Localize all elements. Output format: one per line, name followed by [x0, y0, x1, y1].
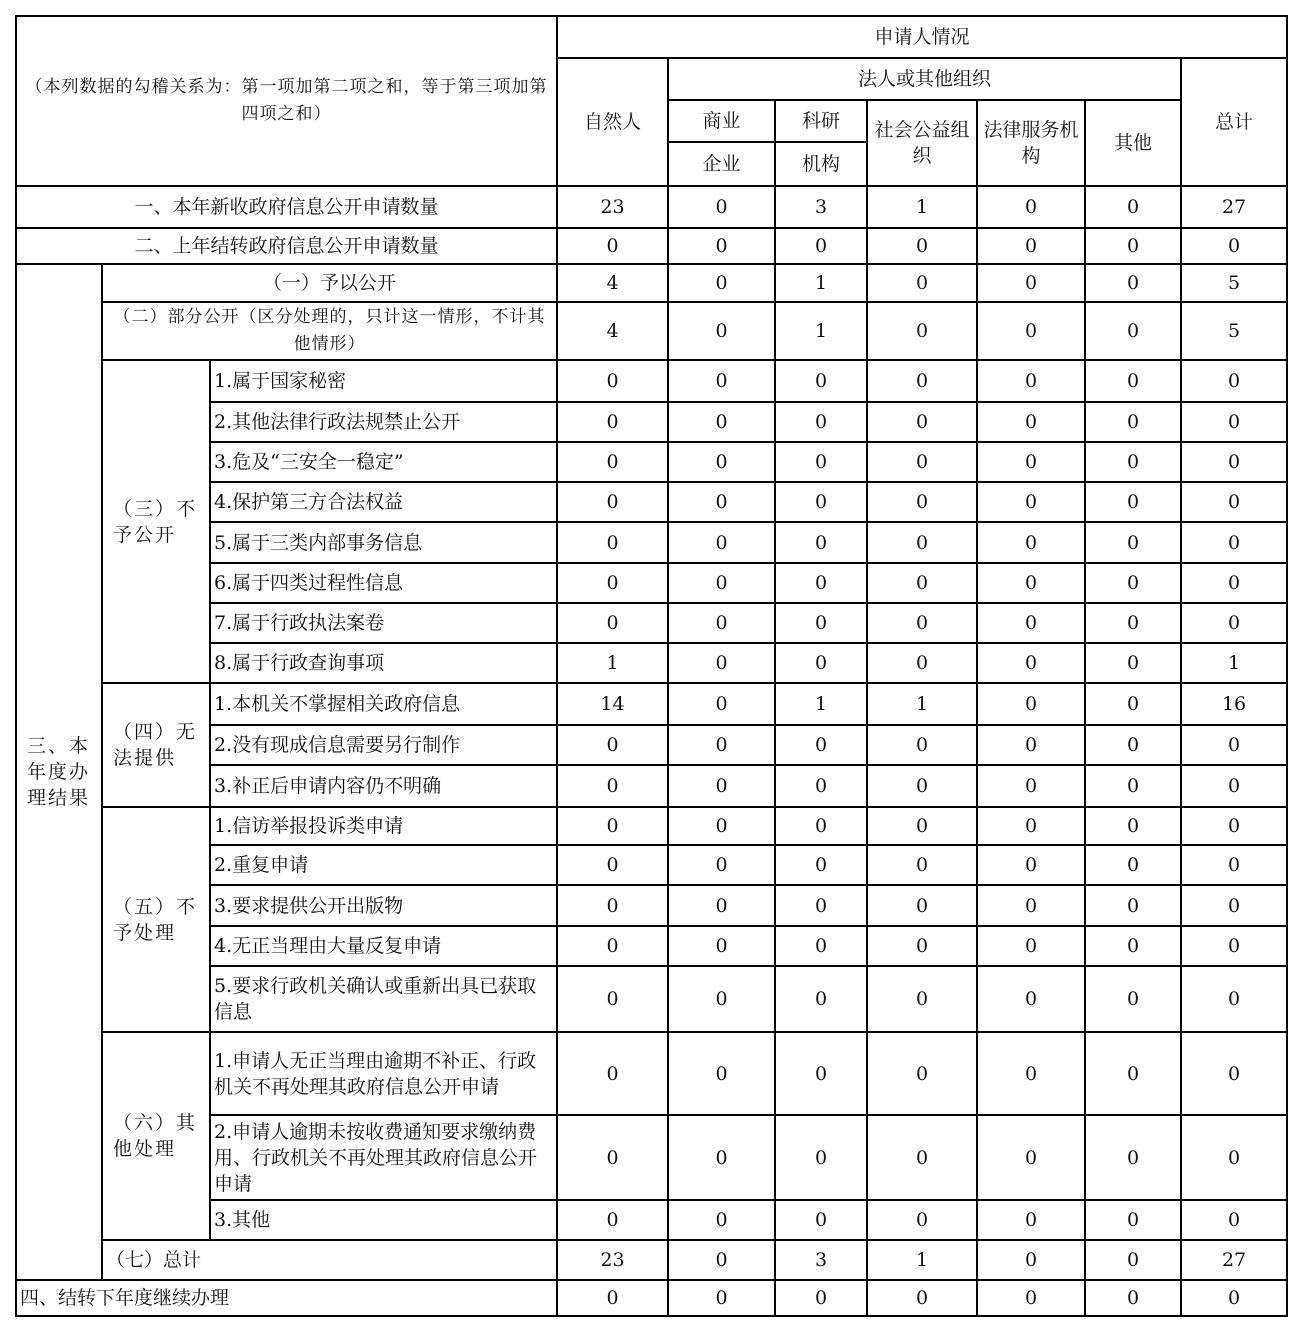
- value-cell: 0: [668, 807, 775, 845]
- row-label: 一、本年新收政府信息公开申请数量: [16, 186, 557, 228]
- value-cell: 0: [1181, 845, 1287, 885]
- value-cell: 0: [867, 563, 977, 603]
- value-cell: 0: [775, 360, 867, 402]
- value-cell: 0: [557, 603, 668, 643]
- value-cell: 0: [867, 1115, 977, 1200]
- value-cell: 0: [1085, 643, 1181, 683]
- value-cell: 0: [668, 563, 775, 603]
- value-cell: 27: [1181, 186, 1287, 228]
- value-cell: 0: [775, 563, 867, 603]
- value-cell: 0: [1181, 603, 1287, 643]
- value-cell: 0: [1085, 926, 1181, 966]
- value-cell: 0: [977, 643, 1085, 683]
- value-cell: 0: [1085, 302, 1181, 360]
- item-label: 3.补正后申请内容仍不明确: [210, 765, 557, 807]
- value-cell: 0: [1181, 765, 1287, 807]
- item-label: 3.其他: [210, 1200, 557, 1240]
- header-legal-or-other-org: 法人或其他组织: [668, 58, 1181, 100]
- group-label: （六）其他处理: [102, 1032, 210, 1240]
- value-cell: 0: [557, 845, 668, 885]
- value-cell: 0: [867, 402, 977, 442]
- value-cell: 0: [668, 402, 775, 442]
- value-cell: 0: [1085, 725, 1181, 765]
- value-cell: 0: [668, 643, 775, 683]
- value-cell: 0: [867, 725, 977, 765]
- value-cell: 0: [668, 603, 775, 643]
- value-cell: 0: [1085, 603, 1181, 643]
- value-cell: 0: [1181, 482, 1287, 522]
- value-cell: 0: [977, 885, 1085, 926]
- value-cell: 0: [1181, 885, 1287, 926]
- value-cell: 0: [867, 482, 977, 522]
- value-cell: 0: [867, 966, 977, 1032]
- item-label: 1.本机关不掌握相关政府信息: [210, 683, 557, 725]
- row-label: 四、结转下年度继续办理: [16, 1280, 557, 1316]
- value-cell: 0: [775, 926, 867, 966]
- item-label: 1.申请人无正当理由逾期不补正、行政机关不再处理其政府信息公开申请: [210, 1032, 557, 1115]
- value-cell: 0: [775, 1032, 867, 1115]
- value-cell: 0: [557, 765, 668, 807]
- value-cell: 0: [1085, 522, 1181, 563]
- value-cell: 1: [867, 1240, 977, 1280]
- value-cell: 0: [867, 228, 977, 264]
- value-cell: 1: [867, 186, 977, 228]
- value-cell: 0: [1085, 360, 1181, 402]
- value-cell: 0: [668, 360, 775, 402]
- value-cell: 0: [668, 1280, 775, 1316]
- value-cell: 0: [775, 885, 867, 926]
- value-cell: 0: [867, 885, 977, 926]
- value-cell: 0: [867, 603, 977, 643]
- table-row: [16, 264, 1287, 302]
- header-other: 其他: [1085, 100, 1181, 186]
- value-cell: 0: [1085, 186, 1181, 228]
- value-cell: 0: [668, 264, 775, 302]
- item-label: 5.要求行政机关确认或重新出具已获取信息: [210, 966, 557, 1032]
- value-cell: 0: [1181, 1280, 1287, 1316]
- value-cell: 0: [977, 482, 1085, 522]
- row-label: （二）部分公开（区分处理的，只计这一情形，不计其他情形）: [102, 302, 557, 360]
- header-legal-service: 法律服务机构: [977, 100, 1085, 186]
- value-cell: 0: [1085, 563, 1181, 603]
- header-total: 总计: [1181, 58, 1287, 186]
- value-cell: 0: [977, 845, 1085, 885]
- value-cell: 0: [977, 1280, 1085, 1316]
- value-cell: 0: [867, 1200, 977, 1240]
- value-cell: 0: [977, 1240, 1085, 1280]
- value-cell: 0: [1085, 1200, 1181, 1240]
- value-cell: 1: [775, 302, 867, 360]
- value-cell: 0: [867, 360, 977, 402]
- value-cell: 0: [668, 725, 775, 765]
- item-label: 2.重复申请: [210, 845, 557, 885]
- value-cell: 27: [1181, 1240, 1287, 1280]
- value-cell: 0: [1181, 563, 1287, 603]
- value-cell: 0: [775, 1200, 867, 1240]
- value-cell: 1: [775, 264, 867, 302]
- value-cell: 0: [557, 885, 668, 926]
- group-label: （五）不予处理: [102, 807, 210, 1032]
- value-cell: 0: [775, 402, 867, 442]
- value-cell: 0: [775, 765, 867, 807]
- value-cell: 0: [668, 482, 775, 522]
- table-row: [16, 1240, 1287, 1280]
- table-row: [16, 360, 1287, 402]
- value-cell: 0: [1181, 966, 1287, 1032]
- header-research-institution-line1: 科研: [775, 100, 867, 142]
- value-cell: 0: [977, 302, 1085, 360]
- application-statistics-table: [15, 15, 1288, 1317]
- value-cell: 0: [668, 522, 775, 563]
- value-cell: 0: [1085, 807, 1181, 845]
- results-category-label: 三、本年度办理结果: [16, 264, 102, 1280]
- value-cell: 0: [668, 765, 775, 807]
- value-cell: 0: [1181, 522, 1287, 563]
- value-cell: 4: [557, 302, 668, 360]
- value-cell: 0: [977, 402, 1085, 442]
- group-label: （四）无法提供: [102, 683, 210, 807]
- value-cell: 0: [668, 926, 775, 966]
- value-cell: 0: [557, 1200, 668, 1240]
- value-cell: 0: [1181, 926, 1287, 966]
- value-cell: 0: [1181, 360, 1287, 402]
- item-label: 4.保护第三方合法权益: [210, 482, 557, 522]
- value-cell: 0: [1085, 1032, 1181, 1115]
- value-cell: 0: [1181, 1032, 1287, 1115]
- value-cell: 0: [775, 522, 867, 563]
- value-cell: 0: [1085, 442, 1181, 482]
- value-cell: 0: [1085, 845, 1181, 885]
- value-cell: 0: [977, 807, 1085, 845]
- item-label: 2.其他法律行政法规禁止公开: [210, 402, 557, 442]
- value-cell: 0: [775, 725, 867, 765]
- value-cell: 0: [775, 1280, 867, 1316]
- value-cell: 0: [668, 966, 775, 1032]
- value-cell: 0: [1085, 765, 1181, 807]
- header-natural-person: 自然人: [557, 58, 668, 186]
- value-cell: 0: [1085, 683, 1181, 725]
- value-cell: 5: [1181, 264, 1287, 302]
- row-label: （一）予以公开: [102, 264, 557, 302]
- value-cell: 0: [668, 1115, 775, 1200]
- value-cell: 0: [557, 1115, 668, 1200]
- header-commercial-enterprise-line1: 商业: [668, 100, 775, 142]
- value-cell: 0: [557, 442, 668, 482]
- value-cell: 0: [557, 402, 668, 442]
- value-cell: 0: [867, 845, 977, 885]
- value-cell: 0: [557, 1280, 668, 1316]
- value-cell: 0: [977, 725, 1085, 765]
- value-cell: 0: [775, 643, 867, 683]
- value-cell: 0: [668, 228, 775, 264]
- value-cell: 0: [1181, 402, 1287, 442]
- header-social-public-welfare: 社会公益组织: [867, 100, 977, 186]
- value-cell: 0: [1181, 1200, 1287, 1240]
- value-cell: 0: [977, 603, 1085, 643]
- item-label: 8.属于行政查询事项: [210, 643, 557, 683]
- value-cell: 23: [557, 186, 668, 228]
- value-cell: 0: [557, 360, 668, 402]
- value-cell: 0: [867, 765, 977, 807]
- value-cell: 0: [867, 643, 977, 683]
- value-cell: 0: [557, 1032, 668, 1115]
- value-cell: 0: [668, 1032, 775, 1115]
- value-cell: 0: [977, 1032, 1085, 1115]
- group-label: （三）不予公开: [102, 360, 210, 683]
- value-cell: 0: [977, 360, 1085, 402]
- value-cell: 0: [775, 966, 867, 1032]
- value-cell: 0: [775, 845, 867, 885]
- value-cell: 0: [557, 563, 668, 603]
- value-cell: 0: [557, 807, 668, 845]
- value-cell: 0: [867, 807, 977, 845]
- table-row: [16, 186, 1287, 228]
- value-cell: 0: [775, 482, 867, 522]
- value-cell: 0: [867, 926, 977, 966]
- value-cell: 0: [668, 683, 775, 725]
- value-cell: 0: [1085, 402, 1181, 442]
- value-cell: 0: [1085, 885, 1181, 926]
- value-cell: 0: [1181, 1115, 1287, 1200]
- value-cell: 0: [775, 228, 867, 264]
- value-cell: 0: [1181, 228, 1287, 264]
- value-cell: 3: [775, 1240, 867, 1280]
- item-label: 2.没有现成信息需要另行制作: [210, 725, 557, 765]
- value-cell: 1: [557, 643, 668, 683]
- table-row: [16, 1280, 1287, 1316]
- value-cell: 0: [775, 1115, 867, 1200]
- value-cell: 0: [977, 1115, 1085, 1200]
- value-cell: 0: [1085, 482, 1181, 522]
- value-cell: 0: [668, 845, 775, 885]
- value-cell: 0: [1085, 264, 1181, 302]
- item-label: 6.属于四类过程性信息: [210, 563, 557, 603]
- item-label: 5.属于三类内部事务信息: [210, 522, 557, 563]
- row-label: （七）总计: [102, 1240, 557, 1280]
- value-cell: 0: [977, 966, 1085, 1032]
- value-cell: 0: [1085, 1240, 1181, 1280]
- value-cell: 0: [1181, 442, 1287, 482]
- value-cell: 0: [867, 1032, 977, 1115]
- reconciliation-note: （本列数据的勾稽关系为：第一项加第二项之和，等于第三项加第四项之和）: [16, 16, 557, 186]
- value-cell: 0: [668, 885, 775, 926]
- header-applicant-situation: 申请人情况: [557, 16, 1287, 58]
- value-cell: 0: [977, 522, 1085, 563]
- value-cell: 0: [775, 603, 867, 643]
- value-cell: 5: [1181, 302, 1287, 360]
- table-row: [16, 807, 1287, 845]
- value-cell: 0: [557, 482, 668, 522]
- value-cell: 0: [1181, 807, 1287, 845]
- value-cell: 0: [668, 1200, 775, 1240]
- item-label: 4.无正当理由大量反复申请: [210, 926, 557, 966]
- item-label: 2.申请人逾期未按收费通知要求缴纳费用、行政机关不再处理其政府信息公开申请: [210, 1115, 557, 1200]
- value-cell: 0: [977, 765, 1085, 807]
- value-cell: 0: [977, 563, 1085, 603]
- value-cell: 0: [1181, 725, 1287, 765]
- table-row: [16, 1032, 1287, 1115]
- value-cell: 0: [557, 228, 668, 264]
- value-cell: 0: [977, 264, 1085, 302]
- value-cell: 0: [557, 522, 668, 563]
- value-cell: 0: [668, 186, 775, 228]
- value-cell: 16: [1181, 683, 1287, 725]
- value-cell: 0: [977, 442, 1085, 482]
- item-label: 3.要求提供公开出版物: [210, 885, 557, 926]
- item-label: 3.危及“三安全一稳定”: [210, 442, 557, 482]
- value-cell: 0: [1085, 1280, 1181, 1316]
- table-row: [16, 228, 1287, 264]
- value-cell: 1: [867, 683, 977, 725]
- header-commercial-enterprise-line2: 企业: [668, 142, 775, 186]
- table-row: [16, 302, 1287, 360]
- value-cell: 1: [775, 683, 867, 725]
- value-cell: 0: [557, 966, 668, 1032]
- value-cell: 0: [977, 1200, 1085, 1240]
- item-label: 1.属于国家秘密: [210, 360, 557, 402]
- value-cell: 1: [1181, 643, 1287, 683]
- value-cell: 0: [977, 186, 1085, 228]
- value-cell: 3: [775, 186, 867, 228]
- value-cell: 0: [775, 442, 867, 482]
- value-cell: 0: [668, 1240, 775, 1280]
- value-cell: 23: [557, 1240, 668, 1280]
- value-cell: 0: [867, 442, 977, 482]
- item-label: 1.信访举报投诉类申请: [210, 807, 557, 845]
- table-row: [16, 683, 1287, 725]
- value-cell: 0: [775, 807, 867, 845]
- value-cell: 0: [867, 302, 977, 360]
- value-cell: 0: [1085, 966, 1181, 1032]
- header-research-institution-line2: 机构: [775, 142, 867, 186]
- value-cell: 0: [867, 522, 977, 563]
- value-cell: 0: [1085, 228, 1181, 264]
- value-cell: 0: [557, 725, 668, 765]
- value-cell: 0: [668, 302, 775, 360]
- value-cell: 0: [977, 926, 1085, 966]
- value-cell: 0: [867, 1280, 977, 1316]
- value-cell: 14: [557, 683, 668, 725]
- value-cell: 0: [668, 442, 775, 482]
- value-cell: 0: [977, 683, 1085, 725]
- item-label: 7.属于行政执法案卷: [210, 603, 557, 643]
- value-cell: 0: [977, 228, 1085, 264]
- value-cell: 0: [1085, 1115, 1181, 1200]
- value-cell: 0: [557, 926, 668, 966]
- value-cell: 4: [557, 264, 668, 302]
- row-label: 二、上年结转政府信息公开申请数量: [16, 228, 557, 264]
- value-cell: 0: [867, 264, 977, 302]
